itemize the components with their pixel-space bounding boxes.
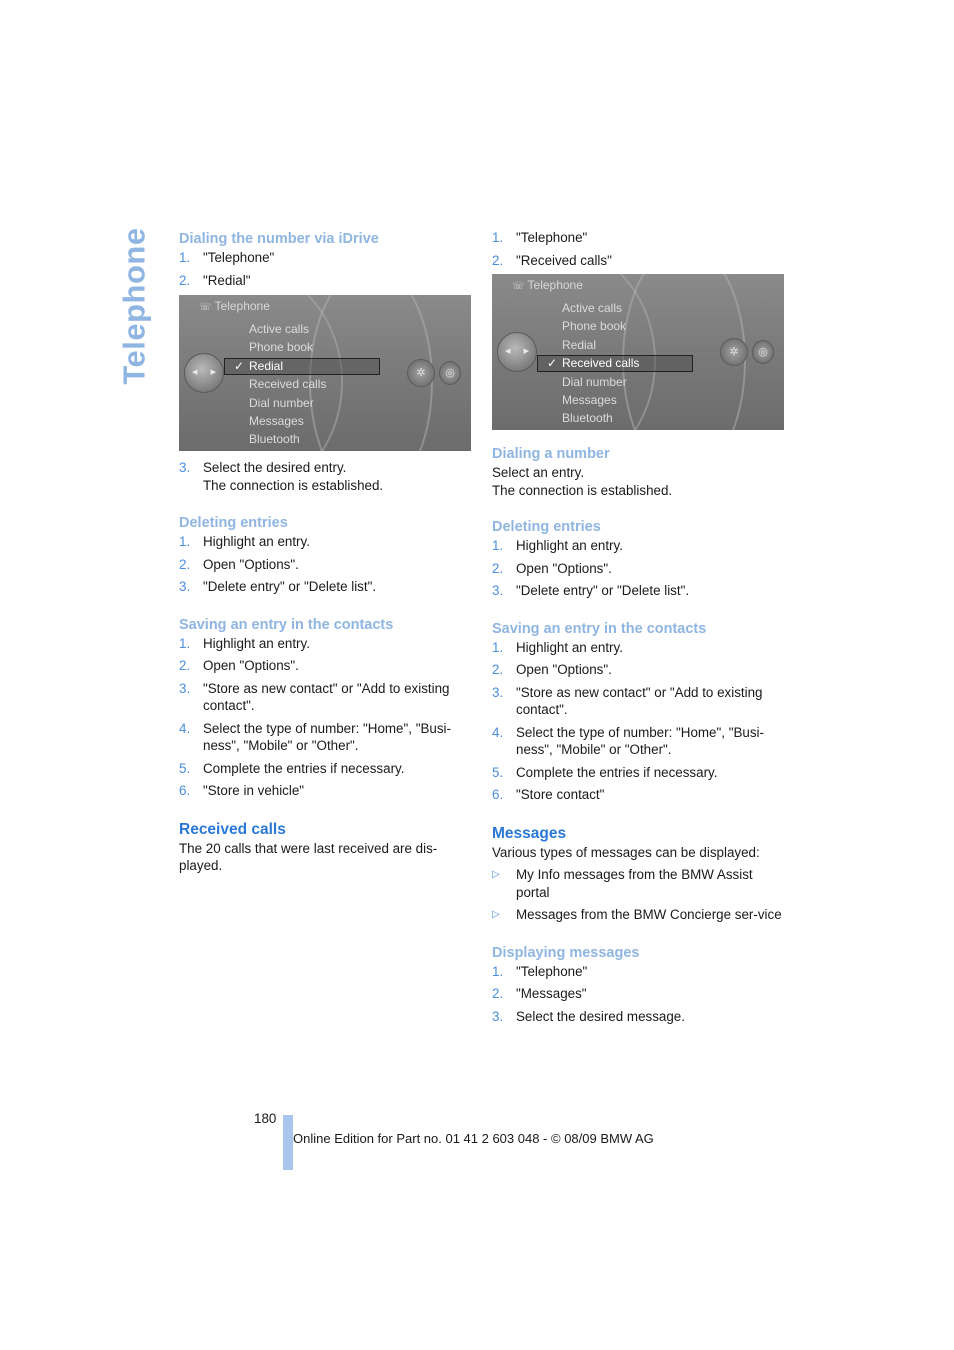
list-item: 1. Highlight an entry. bbox=[492, 639, 623, 655]
list-item: ▷ My Info messages from the BMW Assist portal bbox=[492, 867, 753, 900]
list-item: 3. "Store as new contact" or "Add to existing contact". bbox=[179, 680, 450, 713]
section-side-tab-label: Telephone bbox=[116, 227, 152, 385]
list-item: 3. Select the desired entry. The connection is established. bbox=[179, 460, 384, 493]
heading-deleting-entries: Deleting entries bbox=[179, 515, 288, 531]
menu-item: Phone book bbox=[249, 340, 314, 355]
heading-received-calls: Received calls bbox=[179, 820, 286, 838]
list-item: 3. "Delete entry" or "Delete list". bbox=[179, 579, 377, 594]
footer-accent-bar bbox=[283, 1115, 293, 1170]
list-item: 1. "Telephone" bbox=[179, 250, 275, 265]
step-number: 4. bbox=[179, 720, 191, 736]
step-number: 3. bbox=[492, 684, 504, 700]
list-item: 2. "Redial" bbox=[179, 272, 251, 288]
list-item: 1. Highlight an entry. bbox=[179, 635, 310, 651]
phone-icon: ☏ bbox=[199, 302, 212, 313]
dialing-text-line: The connection is established. bbox=[492, 482, 673, 498]
list-item: 2. Open "Options". bbox=[179, 556, 299, 572]
arrow-right-icon: ▸ bbox=[523, 345, 529, 357]
deleting-steps bbox=[179, 533, 471, 596]
saving-steps bbox=[179, 635, 471, 800]
menu-item: Messages bbox=[249, 413, 304, 428]
section-side-tab bbox=[114, 226, 154, 386]
step-number: 1. bbox=[179, 534, 191, 549]
step-number: 2. bbox=[492, 252, 504, 268]
menu-item-selected: Redial bbox=[249, 358, 284, 373]
list-item: 4. Select the type of number: "Home", "Busi-ness", "Mobile" or "Other". bbox=[492, 724, 764, 757]
received-calls-steps bbox=[492, 229, 784, 269]
step-number: 3. bbox=[492, 1008, 504, 1024]
side-button-icon: ◎ bbox=[439, 361, 461, 385]
heading-dialing-via-idrive: Dialing the number via iDrive bbox=[179, 231, 379, 247]
menu-item: Bluetooth bbox=[249, 432, 300, 447]
menu-item-selected: Received calls bbox=[562, 356, 640, 371]
step-number: 4. bbox=[492, 724, 504, 740]
phone-icon: ☏ bbox=[512, 281, 525, 292]
list-item: 1. "Telephone" bbox=[492, 230, 588, 245]
step-number: 5. bbox=[179, 760, 191, 776]
menu-item: Dial number bbox=[562, 374, 627, 389]
screen-menu bbox=[249, 320, 326, 449]
list-item: 3. "Delete entry" or "Delete list". bbox=[492, 583, 690, 598]
step-number: 1. bbox=[179, 250, 191, 265]
controller-knob-icon bbox=[497, 332, 537, 372]
step-number: 2. bbox=[492, 560, 504, 576]
step-number: 2. bbox=[179, 272, 191, 288]
received-calls-text: The 20 calls that were last received are dis-played. bbox=[179, 840, 438, 873]
menu-item: Bluetooth bbox=[562, 411, 613, 426]
checkmark-icon: ✓ bbox=[234, 359, 245, 373]
step-number: 3. bbox=[492, 583, 504, 598]
menu-item: Phone book bbox=[562, 319, 627, 334]
step-number: 3. bbox=[179, 460, 191, 475]
options-button-icon: ✲ bbox=[407, 359, 435, 387]
messages-intro: Various types of messages can be displayed: bbox=[492, 844, 760, 860]
footer-edition-text: Online Edition for Part no. 01 41 2 603 048 - © 08/09 BMW AG bbox=[293, 1131, 654, 1146]
list-item: 1. "Telephone" bbox=[492, 963, 588, 979]
idrive-screen-redial bbox=[179, 295, 471, 451]
menu-item: Dial number bbox=[249, 395, 314, 410]
list-item: 4. Select the type of number: "Home", "Busi-ness", "Mobile" or "Other". bbox=[179, 720, 451, 753]
step-number: 2. bbox=[179, 556, 191, 572]
screen-title: ☏ Telephone bbox=[199, 299, 270, 313]
step-number: 6. bbox=[179, 783, 191, 798]
list-item: 2. Open "Options". bbox=[179, 658, 299, 673]
list-item: 2. Open "Options". bbox=[492, 560, 612, 576]
deleting-steps bbox=[492, 537, 784, 600]
list-item: 2. Open "Options". bbox=[492, 662, 612, 677]
triangle-bullet-icon: ▷ bbox=[492, 909, 500, 920]
heading-displaying-messages: Displaying messages bbox=[492, 944, 640, 961]
list-item: ▷ Messages from the BMW Concierge ser-vice bbox=[492, 907, 782, 922]
screen-title: ☏ Telephone bbox=[512, 278, 583, 292]
saving-steps bbox=[492, 639, 784, 804]
step-number: 2. bbox=[179, 658, 191, 673]
arrow-right-icon: ▸ bbox=[210, 366, 216, 378]
options-button-icon: ✲ bbox=[720, 338, 748, 366]
step-number: 1. bbox=[179, 635, 191, 651]
step-number: 2. bbox=[492, 986, 504, 1001]
list-item: 5. Complete the entries if necessary. bbox=[492, 764, 718, 780]
menu-item: Redial bbox=[562, 337, 597, 352]
list-item: 2. "Received calls" bbox=[492, 252, 612, 268]
menu-item: Active calls bbox=[562, 301, 623, 315]
displaying-steps bbox=[492, 963, 784, 1026]
dialing-text-line: Select an entry. bbox=[492, 465, 585, 480]
list-item: 1. Highlight an entry. bbox=[179, 534, 310, 549]
step-number: 6. bbox=[492, 787, 504, 802]
list-item: 6. "Store in vehicle" bbox=[179, 783, 305, 798]
heading-saving-entry: Saving an entry in the contacts bbox=[179, 616, 394, 633]
heading-messages: Messages bbox=[492, 824, 567, 842]
heading-deleting-entries: Deleting entries bbox=[492, 519, 601, 535]
menu-item: Received calls bbox=[249, 377, 327, 392]
idrive-screen-received-calls bbox=[492, 274, 784, 430]
dial-idrive-steps bbox=[179, 249, 471, 289]
menu-item: Active calls bbox=[249, 322, 310, 336]
list-item: 6. "Store contact" bbox=[492, 787, 605, 802]
list-item: 2. "Messages" bbox=[492, 986, 587, 1001]
list-item: 1. Highlight an entry. bbox=[492, 538, 623, 553]
side-button-icon: ◎ bbox=[752, 340, 774, 364]
list-item: 3. Select the desired message. bbox=[492, 1008, 685, 1024]
left-column bbox=[179, 229, 471, 875]
arrow-left-icon: ◂ bbox=[505, 345, 511, 357]
heading-saving-entry: Saving an entry in the contacts bbox=[492, 620, 707, 637]
list-item: 5. Complete the entries if necessary. bbox=[179, 760, 405, 776]
step-number: 1. bbox=[492, 538, 504, 553]
controller-knob-icon bbox=[184, 353, 224, 393]
step-number: 5. bbox=[492, 764, 504, 780]
triangle-bullet-icon: ▷ bbox=[492, 869, 500, 880]
step-number: 1. bbox=[492, 639, 504, 655]
menu-item: Messages bbox=[562, 392, 617, 407]
messages-bullets bbox=[492, 866, 784, 924]
right-column bbox=[492, 229, 784, 1030]
step-number: 3. bbox=[179, 680, 191, 696]
checkmark-icon: ✓ bbox=[547, 356, 558, 370]
step-number: 2. bbox=[492, 662, 504, 677]
arrow-left-icon: ◂ bbox=[192, 366, 198, 378]
list-item: 3. "Store as new contact" or "Add to existing contact". bbox=[492, 684, 763, 717]
step-number: 1. bbox=[492, 230, 504, 245]
dial-idrive-step3 bbox=[179, 459, 471, 494]
page-number: 180 bbox=[254, 1111, 277, 1126]
step-number: 1. bbox=[492, 963, 504, 979]
screen-menu bbox=[562, 299, 639, 428]
heading-dialing-a-number: Dialing a number bbox=[492, 446, 610, 462]
step-number: 3. bbox=[179, 579, 191, 594]
